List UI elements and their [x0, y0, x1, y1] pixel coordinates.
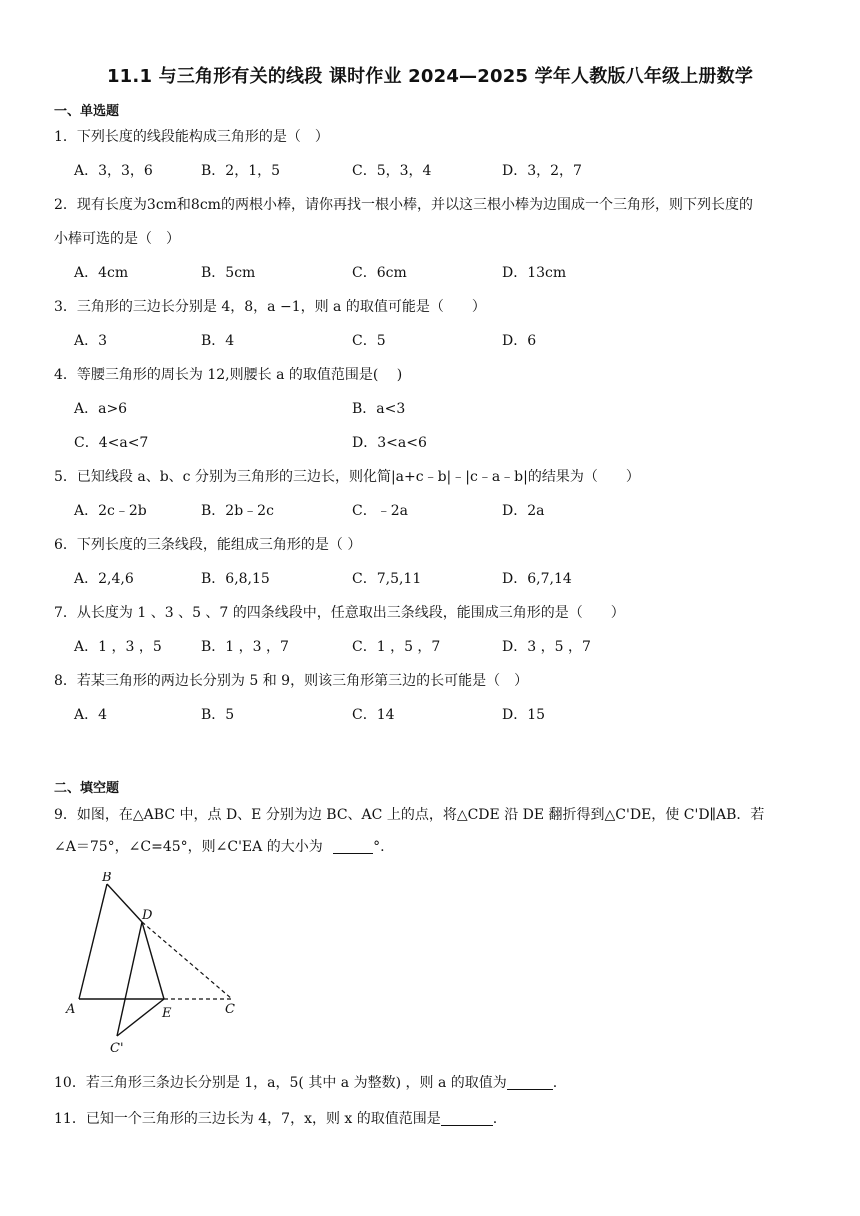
question-11-text: 11．已知一个三角形的三边长为 4，7，x，则 x 的取值范围是	[54, 1111, 441, 1127]
option-c[interactable]: C．1 ，5 ，7	[352, 639, 441, 655]
option-c[interactable]: C．6cm	[352, 265, 407, 281]
question-5-stem: 5．已知线段 a、b、c 分别为三角形的三边长，则化简|a+c﹣b|﹣|c﹣a﹣b|的结果为（ ）	[54, 469, 640, 485]
option-d[interactable]: D．3 ，5 ，7	[502, 639, 591, 655]
triangle-figure	[60, 872, 250, 1057]
option-a[interactable]: A．2c﹣2b	[74, 503, 147, 519]
option-b[interactable]: B．5	[201, 707, 235, 723]
question-6-stem: 6．下列长度的三条线段，能组成三角形的是（ ）	[54, 537, 362, 553]
option-b[interactable]: B．2b﹣2c	[201, 503, 274, 519]
option-a[interactable]: A．a>6	[74, 401, 128, 417]
question-10-text: 10．若三角形三条边长分别是 1，a，5( 其中 a 为整数) ，则 a 的取值为	[54, 1075, 507, 1091]
option-d[interactable]: D．3，2，7	[502, 163, 582, 179]
question-11	[54, 1102, 806, 1136]
option-a[interactable]: A．4cm	[74, 265, 129, 281]
question-2-stem-line2: 小棒可选的是（ ）	[54, 231, 180, 247]
question-10-suffix: .	[552, 1075, 558, 1091]
question-10	[54, 1066, 806, 1100]
option-c[interactable]: C．5	[352, 333, 386, 349]
option-b[interactable]: B．4	[201, 333, 235, 349]
option-a[interactable]: A．2,4,6	[74, 571, 134, 587]
option-c[interactable]: C．4<a<7	[74, 435, 149, 451]
triangle-diagram	[60, 872, 250, 1057]
option-c[interactable]: C．5，3，4	[352, 163, 432, 179]
label-e: E	[162, 1006, 172, 1021]
option-d[interactable]: D．3<a<6	[352, 435, 427, 451]
label-c-prime: C'	[110, 1041, 124, 1056]
label-a: A	[66, 1002, 76, 1017]
option-c[interactable]: C．14	[352, 707, 395, 723]
answer-blank[interactable]	[507, 1073, 553, 1090]
label-c: C	[225, 1002, 235, 1017]
label-b: B	[102, 872, 112, 885]
option-d[interactable]: D．13cm	[502, 265, 567, 281]
option-c[interactable]: C．﹣2a	[352, 503, 408, 519]
section-single-choice: 一、单选题	[54, 104, 120, 119]
option-a[interactable]: A．3	[74, 333, 108, 349]
answer-blank[interactable]	[333, 837, 373, 854]
segment-dc-dashed	[142, 922, 232, 999]
label-d: D	[142, 908, 153, 923]
question-9-stem-line2	[54, 830, 806, 864]
question-3-stem: 3．三角形的三边长分别是 4，8，a −1，则 a 的取值可能是（ ）	[54, 299, 486, 315]
option-a[interactable]: A．4	[74, 707, 108, 723]
question-8-stem: 8．若某三角形的两边长分别为 5 和 9，则该三角形第三边的长可能是（ ）	[54, 673, 529, 689]
answer-blank[interactable]	[441, 1109, 493, 1126]
question-11-suffix: .	[492, 1111, 498, 1127]
segment-ab	[79, 884, 107, 999]
question-7-stem: 7．从长度为 1 、3 、5 、7 的四条线段中，任意取出三条线段，能围成三角形的是（ ）	[54, 605, 625, 621]
segment-de	[142, 922, 164, 999]
question-9-text: ∠A＝75°，∠C=45°，则∠C'EA 的大小为	[54, 839, 323, 855]
question-2-stem-line1: 2．现有长度为3cm和8cm的两根小棒，请你再找一根小棒，并以这三根小棒为边围成一个三角形，则下列长度的	[54, 197, 753, 213]
section-fill-blank: 二、填空题	[54, 781, 120, 796]
option-b[interactable]: B．2，1，5	[201, 163, 281, 179]
question-9-stem-line1: 9．如图，在△ABC 中，点 D、E 分别为边 BC、AC 上的点，将△CDE 沿 DE 翻折得到△C'DE，使 C'D∥AB．若	[54, 807, 765, 823]
option-d[interactable]: D．15	[502, 707, 546, 723]
question-1-stem: 1．下列长度的线段能构成三角形的是（ ）	[54, 129, 329, 145]
option-d[interactable]: D．6	[502, 333, 537, 349]
document-title: 11.1 与三角形有关的线段 课时作业 2024—2025 学年人教版八年级上册数学	[106, 66, 754, 87]
option-b[interactable]: B．a<3	[352, 401, 406, 417]
option-d[interactable]: D．6,7,14	[502, 571, 572, 587]
option-b[interactable]: B．1 ，3 ，7	[201, 639, 289, 655]
option-c[interactable]: C．7,5,11	[352, 571, 422, 587]
question-4-stem: 4．等腰三角形的周长为 12,则腰长 a 的取值范围是( )	[54, 367, 403, 383]
option-d[interactable]: D．2a	[502, 503, 545, 519]
question-9-suffix: °.	[373, 839, 385, 855]
option-a[interactable]: A．1 ，3 ，5	[74, 639, 162, 655]
segment-bd	[107, 884, 142, 922]
option-b[interactable]: B．5cm	[201, 265, 256, 281]
option-b[interactable]: B．6,8,15	[201, 571, 270, 587]
option-a[interactable]: A．3，3，6	[74, 163, 153, 179]
